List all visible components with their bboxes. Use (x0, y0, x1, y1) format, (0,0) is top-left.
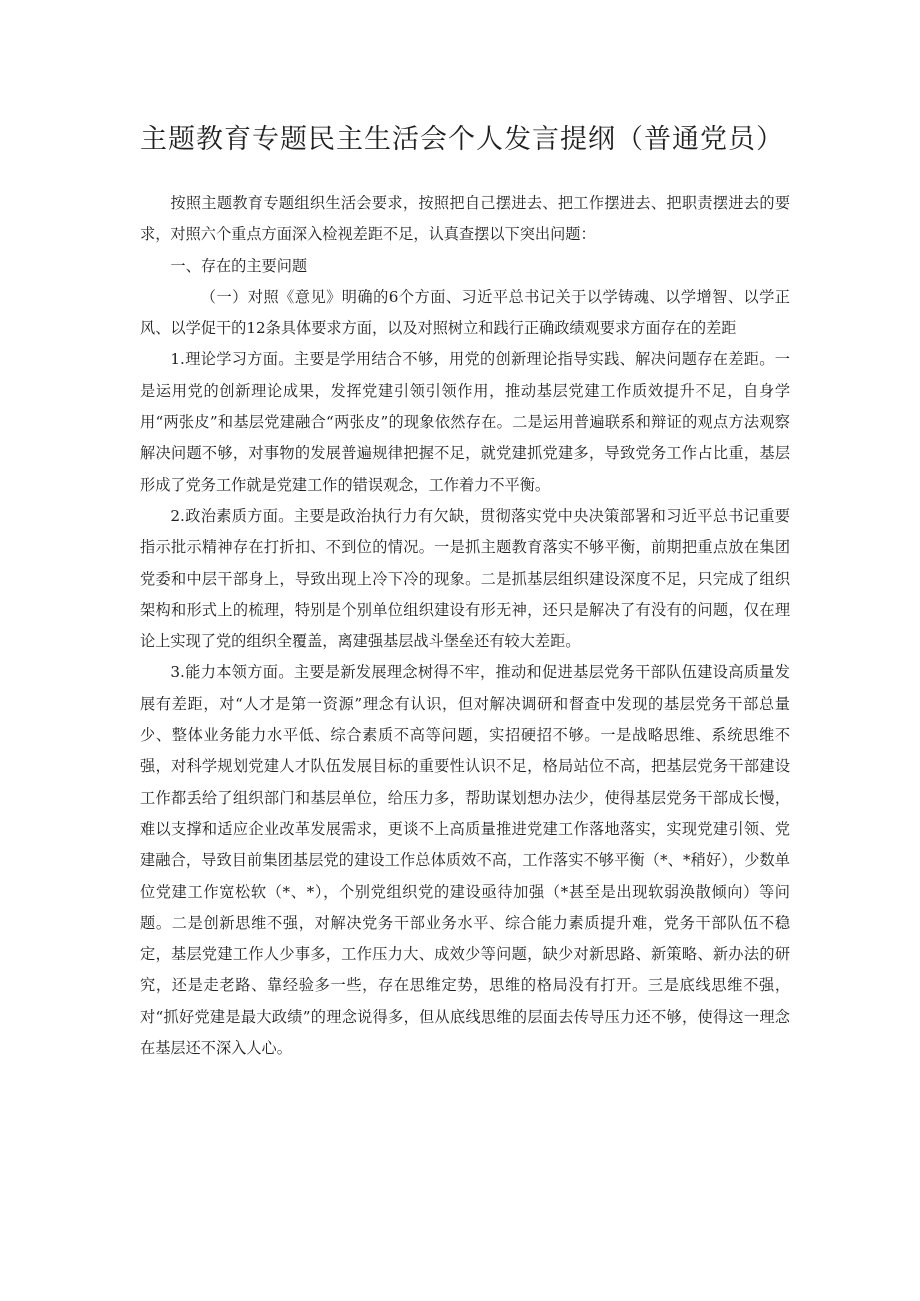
body-paragraph-ability: 3.能力本领方面。主要是新发展理念树得不牢，推动和促进基层党务干部队伍建设高质量发展有差距，对“人才是第一资源”理念有认识，但对解决调研和督查中发现的基层党务干部总量少、整体业务能力水平低、综合素质不高等问题，实招硬招不够。一是战略思维、系统思维不强，对科学规划党建人才队伍发展目标的重要性认识不足，格局站位不高，把基层党务干部建设工作都丢给了组织部门和基层单位，给压力多，帮助谋划想办法少，使得基层党务干部成长慢，难以支撑和适应企业改革发展需求，更谈不上高质量推进党建工作落地落实，实现党建引领、党建融合，导致目前集团基层党的建设工作总体质效不高，工作落实不够平衡（*、*稍好），少数单位党建工作宽松软（*、*），个别党组织党的建设亟待加强（*甚至是出现软弱涣散倾向）等问题。二是创新思维不强，对解决党务干部业务水平、综合能力素质提升难，党务干部队伍不稳定，基层党建工作人少事多，工作压力大、成效少等问题，缺少对新思路、新策略、新办法的研究，还是走老路、靠经验多一些，存在思维定势，思维的格局没有打开。三是底线思维不强，对“抓好党建是最大政绩”的理念说得多，但从底线思维的层面去传导压力还不够，使得这一理念在基层还不深入人心。 (140, 663, 790, 1058)
document-page (140, 120, 790, 1064)
section-heading: 一、存在的主要问题 (170, 256, 308, 275)
subsection-heading: （一）对照《意见》明确的6个方面、习近平总书记关于以学铸魂、以学增智、以学正风、以学促干的12条具体要求方面，以及对照树立和践行正确政绩观要求方面存在的差距 (140, 287, 790, 338)
document-title: 主题教育专题民主生活会个人发言提纲（普通党员） (140, 124, 784, 155)
intro-paragraph: 按照主题教育专题组织生活会要求，按照把自己摆进去、把工作摆进去、把职责摆进去的要求，对照六个重点方面深入检视差距不足，认真查摆以下突出问题： (140, 194, 790, 244)
body-paragraph-political-quality: 2.政治素质方面。主要是政治执行力有欠缺，贯彻落实党中央决策部署和习近平总书记重要指示批示精神存在打折扣、不到位的情况。一是抓主题教育落实不够平衡，前期把重点放在集团党委和中层干部身上，导致出现上冷下冷的现象。二是抓基层组织建设深度不足，只完成了组织架构和形式上的梳理，特别是个别单位组织建设有形无神，还只是解决了有没有的问题，仅在理论上实现了党的组织全覆盖，离建强基层战斗堡垒还有较大差距。 (140, 506, 790, 651)
body-paragraph-theory-study: 1.理论学习方面。主要是学用结合不够，用党的创新理论指导实践、解决问题存在差距。一是运用党的创新理论成果，发挥党建引领引领作用，推动基层党建工作质效提升不足，自身学用“两张皮”和基层党建融合“两张皮”的现象依然存在。二是运用普遍联系和辩证的观点方法观察解决问题不够，对事物的发展普遍规律把握不足，就党建抓党建多，导致党务工作占比重，基层形成了党务工作就是党建工作的错误观念，工作着力不平衡。 (140, 350, 790, 494)
